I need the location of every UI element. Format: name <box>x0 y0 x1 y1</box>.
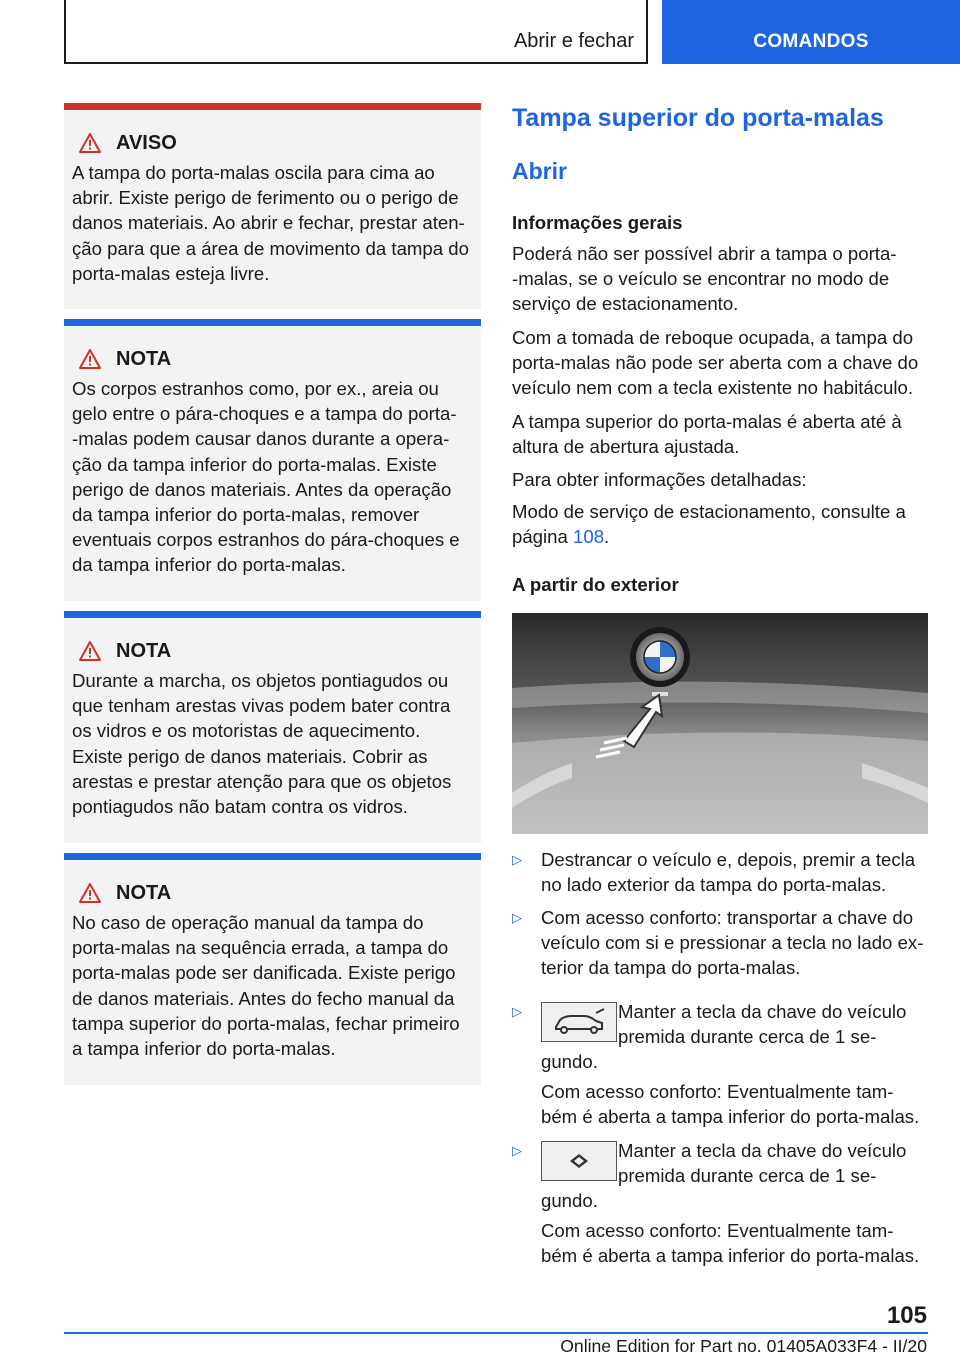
header-section-tab <box>64 0 648 64</box>
notice-box-1 <box>64 319 481 601</box>
warning-box-header <box>72 130 473 156</box>
paragraph-service-mode: Poderá não ser possível abrir a tampa o porta- -malas, se o veículo se encontrar no modo de serviço de estacionamento. <box>512 243 897 315</box>
notice-box-header <box>72 346 473 372</box>
warning-title: AVISO <box>116 131 177 154</box>
warning-triangle-icon <box>78 640 102 662</box>
notice-text: Durante a marcha, os objetos pontiagudos ou que tenham arestas vivas podem bater contra os vidros e os motoristas de aquecimento. Existe perigo de danos materiais. Cobrir as arestas e prestar atenção para que os objetos pontiagudos não batam contra os vidros. <box>72 670 452 818</box>
page-reference-link[interactable]: 108 <box>573 526 605 548</box>
list-item: ▷ Destrancar o veículo e, depois, premir a tecla no lado exterior da tampa do porta-malas. <box>512 849 916 896</box>
warning-triangle-icon <box>78 348 102 370</box>
header-section-title: Abrir e fechar <box>513 30 634 52</box>
trunk-button-photo <box>512 613 928 834</box>
bullet-triangle-icon: ▷ <box>512 1004 522 1019</box>
warning-triangle-icon <box>78 132 102 154</box>
list-item-key-trunk: ▷ Manter a tecla da chave do veículo premida durante cerca de 1 se- gundo. Com acesso conforto: Eventualmente tam- bém é aberta a tampa inferior do porta-malas. <box>512 1001 920 1128</box>
header-chapter-title: COMANDOS <box>753 31 869 52</box>
bullet-triangle-icon: ▷ <box>512 852 522 867</box>
subsection-title: Abrir <box>512 158 567 184</box>
key-button-diamond-icon <box>541 1141 617 1181</box>
notice-title: NOTA <box>116 639 172 662</box>
exterior-heading: A partir do exterior <box>512 574 679 595</box>
footer-divider <box>64 1332 928 1334</box>
paragraph-tow-socket: Com a tomada de reboque ocupada, a tampa do porta-malas não pode ser aberta com a chave do veículo nem com a tecla existente no habitáculo. <box>512 327 919 399</box>
bullet-triangle-icon: ▷ <box>512 1143 522 1158</box>
header-chapter-tab <box>662 0 960 64</box>
general-info-heading: Informações gerais <box>512 212 683 233</box>
notice-box-3 <box>64 853 481 1085</box>
bullet-triangle-icon: ▷ <box>512 910 522 925</box>
paragraph-more-info: Para obter informações detalhadas: <box>512 469 807 490</box>
paragraph-reference: Modo de serviço de estacionamento, consulte a página 108. <box>512 501 906 548</box>
notice-text: Os corpos estranhos como, por ex., areia ou gelo entre o pára-choques e a tampa do porta- -malas podem causar danos durante a opera- ção da tampa inferior do porta-malas. Existe perigo de danos materiais. Antes da operação da tampa inferior do porta-malas, remover eventuais corpos estranhos do pára-choques e da tampa inferior do porta-malas. <box>72 378 460 576</box>
list-item-key-button: ▷ Manter a tecla da chave do veículo premida durante cerca de 1 se- gundo. Com acesso conforto: Eventualmente tam- bém é aberta a tampa inferior do porta-malas. <box>512 1140 920 1267</box>
notice-box-2 <box>64 611 481 843</box>
notice-title: NOTA <box>116 347 172 370</box>
car-trunk-key-icon <box>541 1002 617 1042</box>
warning-text: A tampa do porta-malas oscila para cima ao abrir. Existe perigo de ferimento ou o perigo de danos materiais. Ao abrir e fechar, prestar aten- ção para que a área de movimento da tampa do porta-malas esteja livre. <box>72 162 469 284</box>
notice-text: No caso de operação manual da tampa do porta-malas na sequência errada, a tampa do porta-malas pode ser danificada. Existe perigo de danos materiais. Antes do fecho manual da tampa superior do porta-malas, fechar primeiro a tampa inferior do porta-malas. <box>72 912 460 1060</box>
notice-box-header <box>72 880 473 906</box>
section-title: Tampa superior do porta-malas <box>512 104 884 132</box>
page-number: 105 <box>886 1302 927 1329</box>
notice-box-header <box>72 638 473 664</box>
list-item: ▷ Com acesso conforto: transportar a chave do veículo com si e pressionar a tecla no lado ex- terior da tampa do porta-malas. <box>512 907 924 979</box>
warning-box-aviso <box>64 103 481 309</box>
warning-triangle-icon <box>78 882 102 904</box>
paragraph-opening-height: A tampa superior do porta-malas é aberta até à altura de abertura ajustada. <box>512 411 902 458</box>
footer-edition: Online Edition for Part no. 01405A033F4 - II/20 <box>560 1336 927 1356</box>
notice-title: NOTA <box>116 881 172 904</box>
